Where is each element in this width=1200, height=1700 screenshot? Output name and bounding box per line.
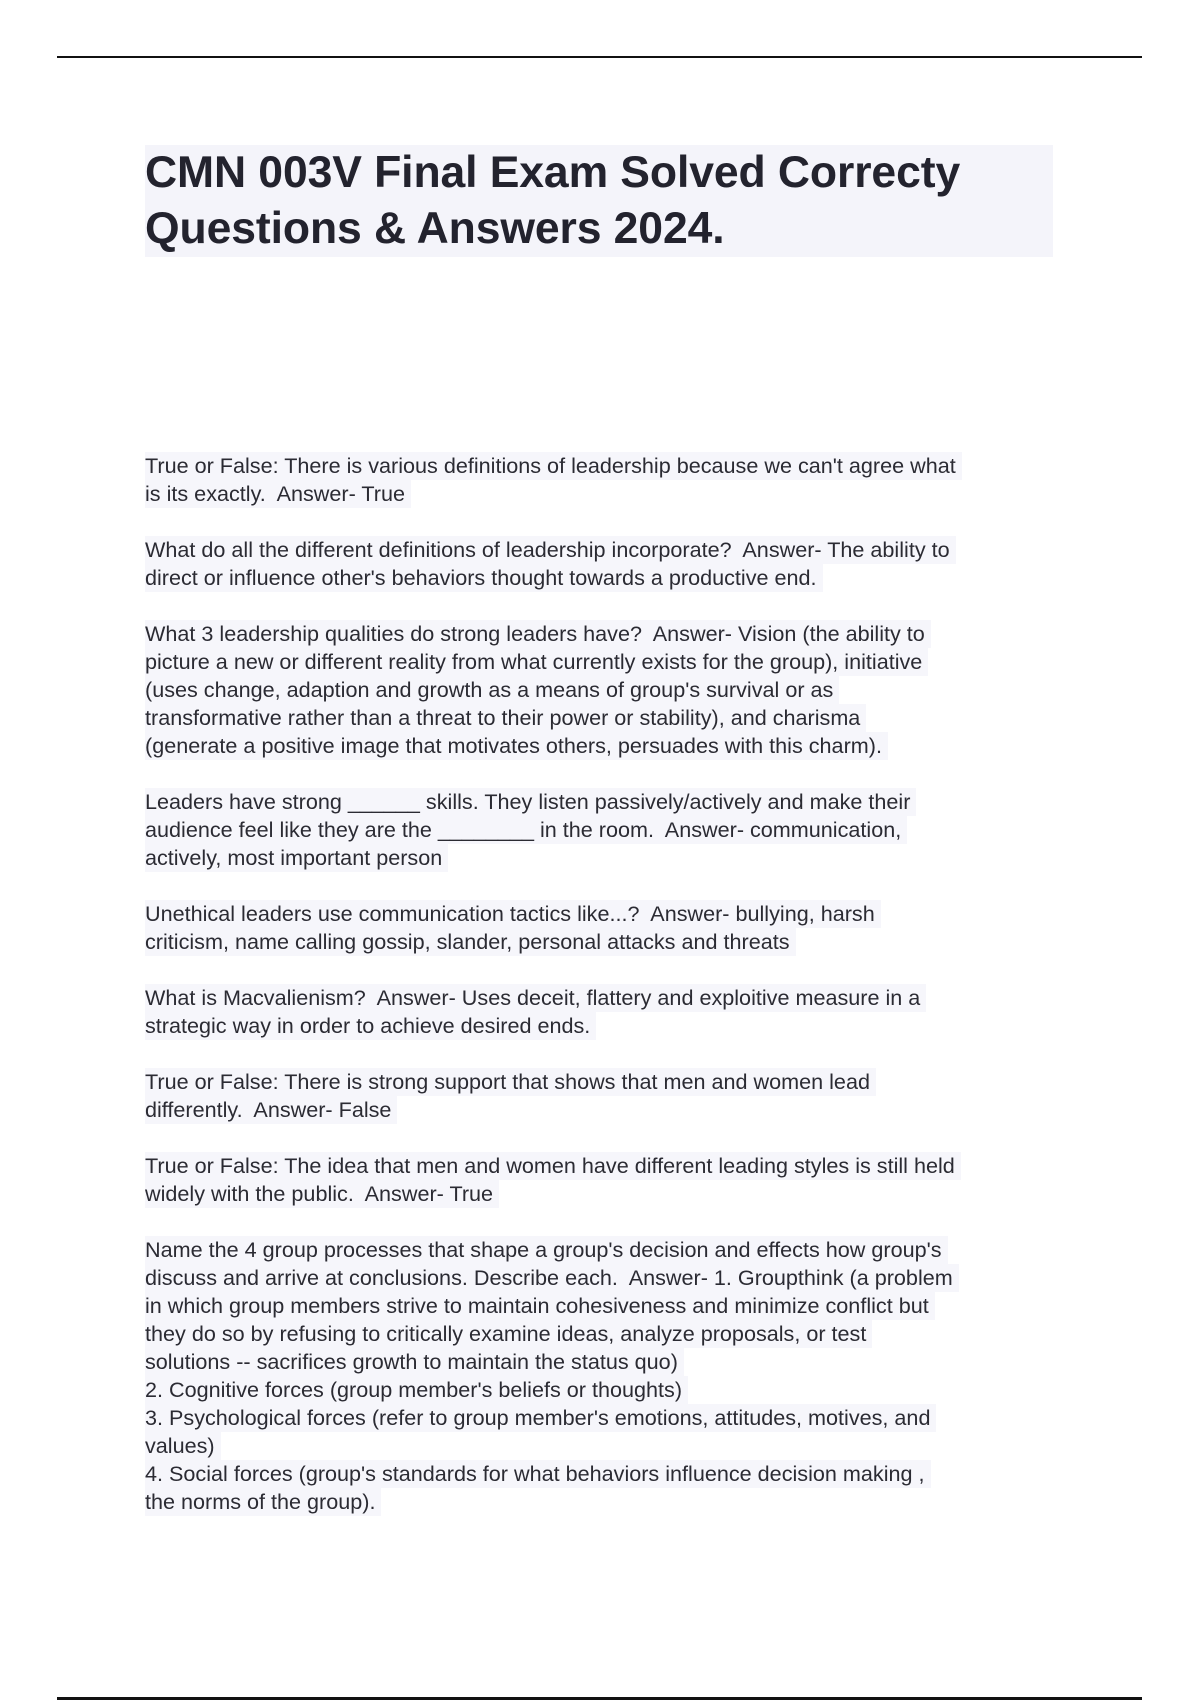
qa-line: strategic way in order to achieve desired ends.	[145, 1012, 596, 1040]
qa-line: actively, most important person	[145, 844, 448, 872]
qa-line: What do all the different definitions of leadership incorporate? Answer- The ability to	[145, 536, 956, 564]
title-line-2: Questions & Answers 2024.	[145, 204, 725, 253]
qa-line: 4. Social forces (group's standards for what behaviors influence decision making ,	[145, 1460, 931, 1488]
qa-line: criticism, name calling gossip, slander, personal attacks and threats	[145, 928, 796, 956]
qa-line: Unethical leaders use communication tactics like...? Answer- bullying, harsh	[145, 900, 881, 928]
qa-item	[145, 1152, 1065, 1208]
top-rule	[57, 56, 1142, 58]
qa-line: True or False: There is various definitions of leadership because we can't agree what	[145, 452, 962, 480]
qa-item	[145, 900, 1065, 956]
title-line-1: CMN 003V Final Exam Solved Correcty	[145, 148, 961, 197]
qa-list	[145, 452, 1065, 1516]
qa-item	[145, 1068, 1065, 1124]
qa-line: the norms of the group).	[145, 1488, 381, 1516]
qa-line: widely with the public. Answer- True	[145, 1180, 499, 1208]
qa-line: direct or influence other's behaviors thought towards a productive end.	[145, 564, 823, 592]
qa-line: in which group members strive to maintain cohesiveness and minimize conflict but	[145, 1292, 935, 1320]
qa-line: Leaders have strong ______ skills. They listen passively/actively and make their	[145, 788, 916, 816]
qa-line: audience feel like they are the ________ in the room. Answer- communication,	[145, 816, 907, 844]
qa-line: True or False: There is strong support that shows that men and women lead	[145, 1068, 876, 1096]
qa-line: discuss and arrive at conclusions. Describe each. Answer- 1. Groupthink (a problem	[145, 1264, 959, 1292]
qa-spacer	[145, 760, 1065, 788]
qa-line: What is Macvalienism? Answer- Uses deceit, flattery and exploitive measure in a	[145, 984, 926, 1012]
qa-line: 2. Cognitive forces (group member's beliefs or thoughts)	[145, 1376, 688, 1404]
qa-line: (uses change, adaption and growth as a means of group's survival or as	[145, 676, 839, 704]
qa-spacer	[145, 508, 1065, 536]
qa-line: is its exactly. Answer- True	[145, 480, 411, 508]
qa-line: (generate a positive image that motivates others, persuades with this charm).	[145, 732, 888, 760]
qa-item	[145, 620, 1065, 760]
qa-item	[145, 984, 1065, 1040]
qa-item	[145, 452, 1065, 508]
qa-spacer	[145, 956, 1065, 984]
document-title	[145, 145, 1053, 257]
qa-spacer	[145, 872, 1065, 900]
qa-line: transformative rather than a threat to their power or stability), and charisma	[145, 704, 866, 732]
qa-line: solutions -- sacrifices growth to maintain the status quo)	[145, 1348, 684, 1376]
qa-line: Name the 4 group processes that shape a group's decision and effects how group's	[145, 1236, 948, 1264]
qa-line: 3. Psychological forces (refer to group member's emotions, attitudes, motives, and	[145, 1404, 936, 1432]
qa-spacer	[145, 592, 1065, 620]
qa-item	[145, 536, 1065, 592]
qa-line: True or False: The idea that men and women have different leading styles is still held	[145, 1152, 961, 1180]
qa-line: they do so by refusing to critically examine ideas, analyze proposals, or test	[145, 1320, 872, 1348]
qa-line: What 3 leadership qualities do strong leaders have? Answer- Vision (the ability to	[145, 620, 931, 648]
qa-line: differently. Answer- False	[145, 1096, 397, 1124]
qa-item	[145, 1236, 1065, 1516]
qa-spacer	[145, 1208, 1065, 1236]
qa-item	[145, 788, 1065, 872]
qa-line: picture a new or different reality from what currently exists for the group), initiative	[145, 648, 928, 676]
qa-spacer	[145, 1040, 1065, 1068]
qa-spacer	[145, 1124, 1065, 1152]
qa-line: values)	[145, 1432, 221, 1460]
